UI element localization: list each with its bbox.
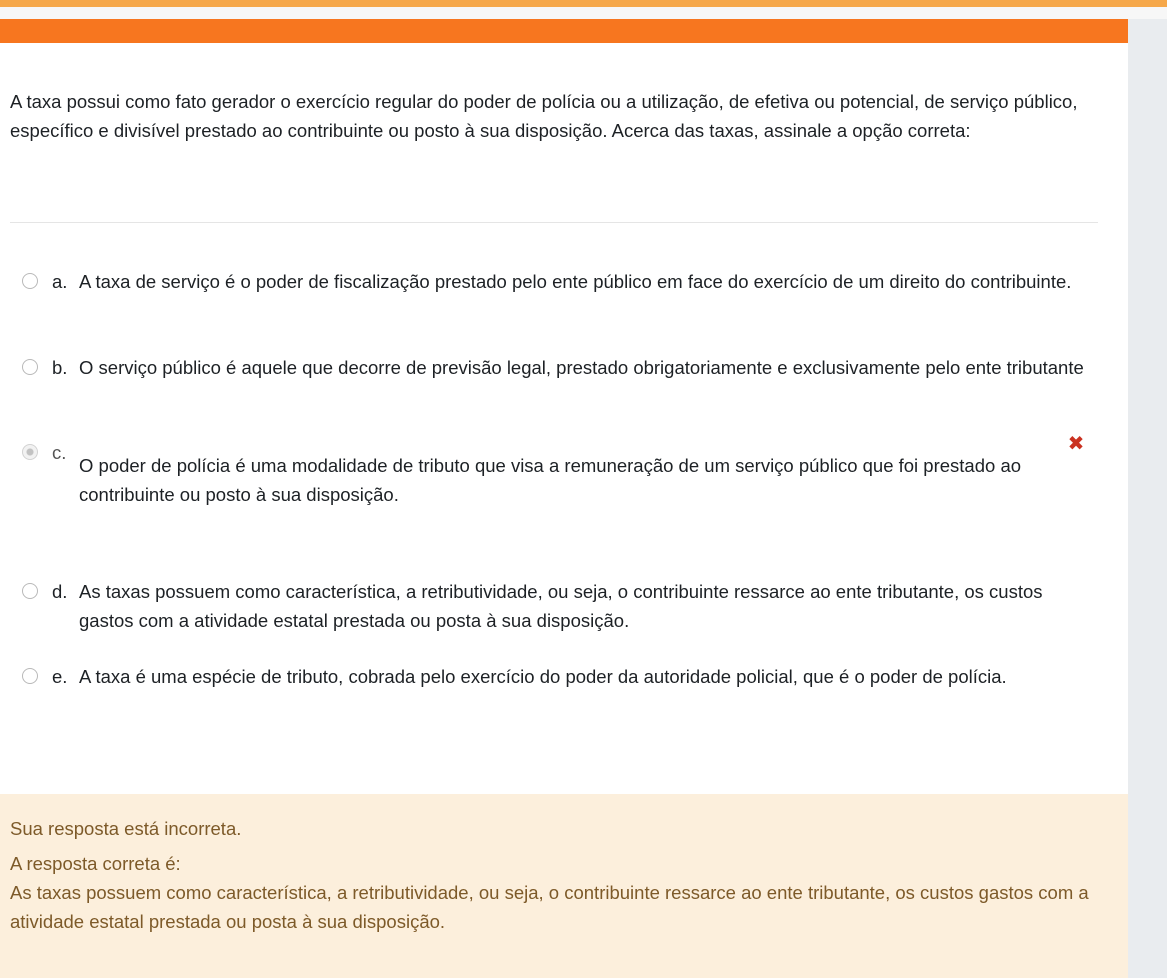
answer-c-radio[interactable] bbox=[22, 444, 38, 460]
answer-d-text[interactable]: As taxas possuem como característica, a retributividade, ou seja, o contribuinte ressarce ao ente tributante, os custos gastos com a atividade estatal prestada ou posta à sua disposição. bbox=[79, 581, 1043, 631]
answer-b-letter: b. bbox=[52, 357, 68, 378]
feedback-panel bbox=[0, 794, 1128, 978]
answer-d-radio[interactable] bbox=[22, 583, 38, 599]
close-icon: ✖ bbox=[1067, 433, 1085, 455]
answer-a-letter: a. bbox=[52, 271, 68, 292]
answer-a-text[interactable]: A taxa de serviço é o poder de fiscalização prestado pelo ente público em face do exercício de um direito do contribuinte. bbox=[79, 271, 1072, 292]
answer-c-text[interactable]: O poder de polícia é uma modalidade de tributo que visa a remuneração de um serviço público que foi prestado ao contribuinte ou posto à sua disposição. bbox=[79, 455, 1022, 505]
answer-b-text[interactable]: O serviço público é aquele que decorre de previsão legal, prestado obrigatoriamente e exclusivamente pelo ente tributante bbox=[79, 357, 1084, 378]
answer-d-letter: d. bbox=[52, 581, 68, 602]
correct-answer-label: A resposta correta é: bbox=[10, 853, 181, 874]
answer-a-radio[interactable] bbox=[22, 273, 38, 289]
answer-c-letter: c. bbox=[52, 442, 67, 463]
answer-option-a[interactable] bbox=[22, 267, 1102, 296]
feedback-status: Sua resposta está incorreta. bbox=[10, 818, 242, 839]
answer-e-text[interactable]: A taxa é uma espécie de tributo, cobrada pelo exercício do poder da autoridade policial, que é o poder de polícia. bbox=[79, 666, 1007, 687]
right-sidebar bbox=[1128, 19, 1167, 978]
answer-e-radio[interactable] bbox=[22, 668, 38, 684]
answer-b-radio[interactable] bbox=[22, 359, 38, 375]
answer-option-c[interactable] bbox=[22, 438, 1102, 509]
answer-option-d[interactable] bbox=[22, 577, 1102, 635]
answer-e-letter: e. bbox=[52, 666, 68, 687]
answer-option-e[interactable] bbox=[22, 662, 1102, 691]
answer-option-b[interactable] bbox=[22, 353, 1102, 382]
correct-answer-text: As taxas possuem como característica, a retributividade, ou seja, o contribuinte ressarce ao ente tributante, os custos gastos com a atividade estatal prestada ou posta à sua disposição. bbox=[10, 882, 1089, 932]
question-text: A taxa possui como fato gerador o exercício regular do poder de polícia ou a utilização, de efetiva ou potencial, de serviço público, específico e divisível prestado ao contribuinte ou posto à sua disposição. Acerca das taxas, assinale a opção correta: bbox=[10, 91, 1078, 141]
